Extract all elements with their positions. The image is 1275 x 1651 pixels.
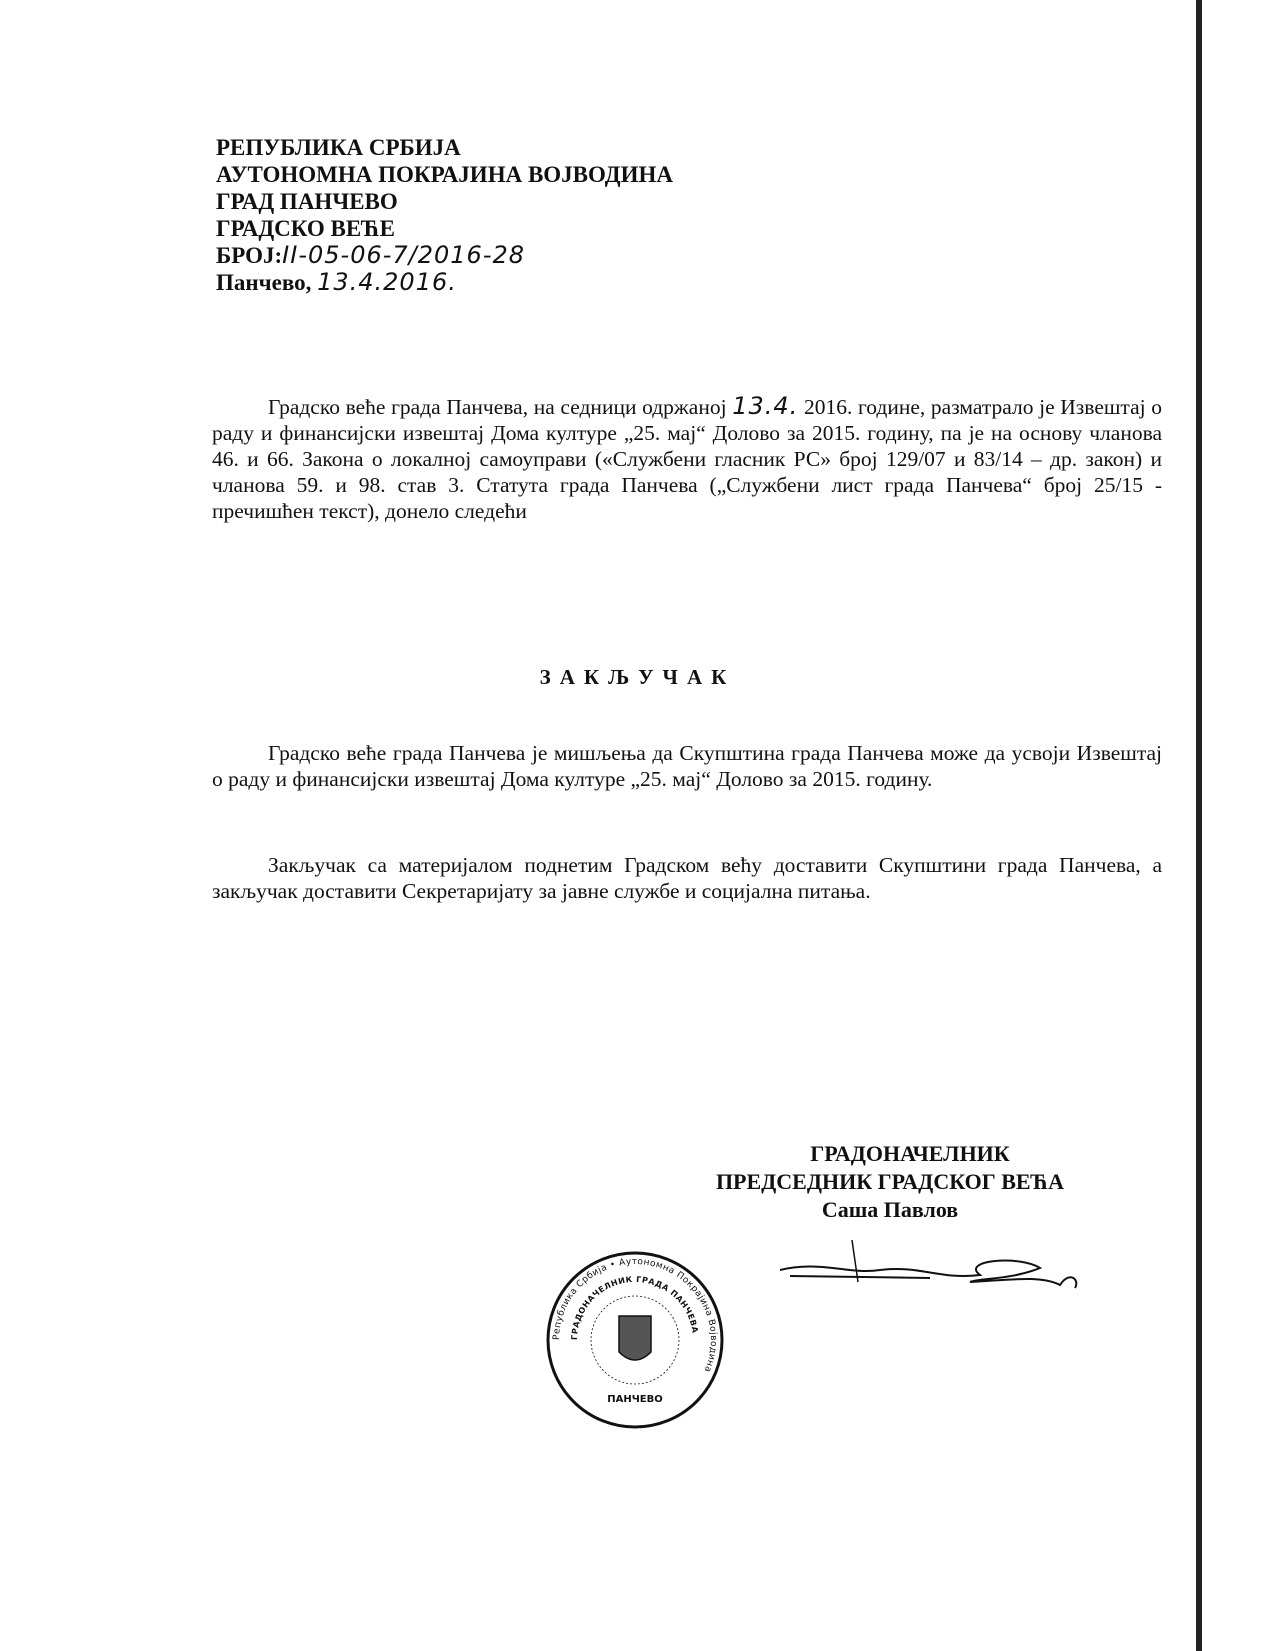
stamp-inner-text: ГРАДОНАЧЕЛНИК ГРАДА ПАНЧЕВА	[569, 1274, 700, 1341]
header-line: АУТОНОМНА ПОКРАЈИНА ВОЈВОДИНА	[216, 162, 673, 187]
document-header	[216, 134, 673, 296]
conclusion-paragraph	[212, 740, 1162, 792]
intro-text: Градско веће града Панчева, на седници одржаној	[268, 395, 727, 419]
stamp-outer-text: Република Србија • Аутономна Покрајина Војводина	[551, 1256, 719, 1374]
conclusion-text: Градско веће града Панчева је мишљења да Скупштина града Панчева може да усвоји Извештај о раду и финансијски извештај Дома културе „25. мај“ Долово за 2015. годину.	[212, 741, 1162, 791]
scan-edge	[1196, 0, 1202, 1651]
coat-of-arms-icon	[619, 1316, 651, 1360]
header-line: ГРАД ПАНЧЕВО	[216, 189, 398, 214]
signatory-title: ГРАДОНАЧЕЛНИК	[810, 1141, 1010, 1166]
session-date-handwritten: 13.4.	[732, 392, 799, 420]
number-value-handwritten: II-05-06-7/2016-28	[282, 241, 526, 269]
header-line: РЕПУБЛИКА СРБИЈА	[216, 135, 461, 160]
place-label: Панчево,	[216, 270, 312, 295]
number-label: БРОЈ:	[216, 243, 283, 268]
date-handwritten: 13.4.2016.	[317, 268, 457, 296]
intro-text: 2016. године, разматрало је Извештај о раду и финансијски извештај Дома културе „25. мај“ Долово за 2015. годину, па је на основу чланова 46. и 66. Закона о локалној самоуправи («Службени гласник РС» број 129/07 и 83/14 – др. закон) и чланова 59. и 98. став 3. Статута града Панчева („Службени лист града Панчева“ број 25/15 - пречишћен текст), донело следећи	[212, 395, 1162, 523]
conclusion-text: Закључак са материјалом поднетим Градском већу доставити Скупштини града Панчева, а закључак доставити Секретаријату за јавне службе и социјална питања.	[212, 853, 1162, 903]
conclusion-paragraph	[212, 852, 1162, 904]
intro-paragraph	[212, 393, 1162, 524]
signature-block	[690, 1140, 1090, 1224]
document-number	[216, 242, 673, 269]
signatory-name: Саша Павлов	[821, 1197, 959, 1222]
signatory-title: ПРЕДСЕДНИК ГРАДСКОГ ВЕЋА	[715, 1169, 1065, 1194]
official-stamp	[545, 1250, 725, 1430]
stamp-bottom-text: ПАНЧЕВО	[607, 1394, 663, 1405]
document-place-date	[216, 269, 673, 296]
header-line: ГРАДСКО ВЕЋЕ	[216, 216, 395, 241]
handwritten-signature	[780, 1240, 1080, 1300]
document-title: ЗАКЉУЧАК	[539, 665, 736, 689]
